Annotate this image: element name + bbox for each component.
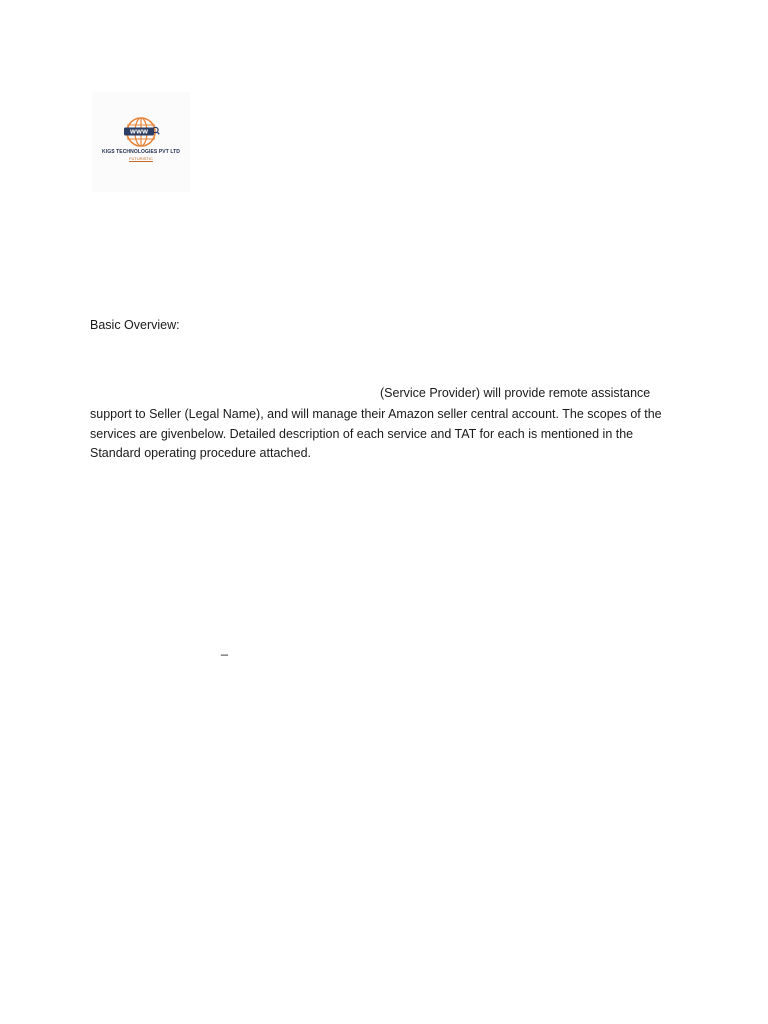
paragraph-line-4: Standard operating procedure attached. xyxy=(90,446,311,460)
paragraph-line-3: services are givenbelow. Detailed description of each service and TAT for each is mentioned in the xyxy=(90,427,634,441)
company-logo xyxy=(92,92,190,192)
paragraph-line-2: support to Seller (Legal Name), and will manage their Amazon seller central account. The scopes of the xyxy=(90,407,662,421)
globe-icon xyxy=(122,116,160,148)
logo-badge-text: WWW xyxy=(129,129,149,136)
dash-mark: _ xyxy=(221,642,228,656)
paragraph-line-1: (Service Provider) will provide remote assistance xyxy=(380,386,651,400)
logo-tagline: FUTURISTIC xyxy=(129,156,153,161)
logo-company-name: KIGS TECHNOLOGIES PVT LTD xyxy=(102,149,180,155)
section-heading: Basic Overview: xyxy=(90,318,180,332)
